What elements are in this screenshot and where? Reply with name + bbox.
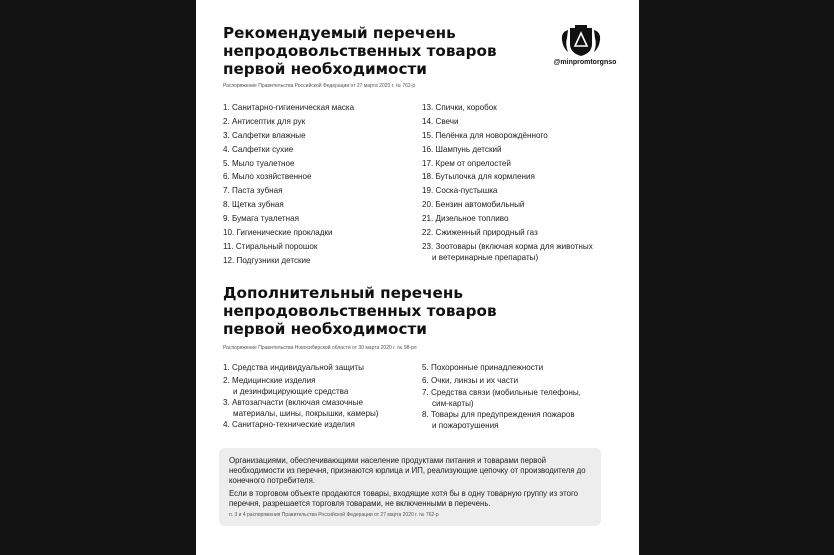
additional-title-line: непродовольственных товаров — [223, 302, 497, 320]
list-item: 5. Мыло туалетное — [223, 158, 295, 168]
list-item-line: и пожаротушения — [432, 421, 499, 431]
additional-title-line: первой необходимости — [223, 320, 427, 338]
note-paragraph: Организациями, обеспечивающими население продуктами питания и товарами первой необходимости из перечня, признаются юрлица и ИП, реализующие цепочку от производителя до конечного потребителя. — [229, 456, 586, 485]
list-item-line: 2. Медицинские изделия — [223, 375, 316, 385]
info-note-box — [219, 448, 601, 526]
list-item — [422, 409, 581, 431]
additional-title — [223, 284, 543, 338]
additional-list-left — [223, 362, 378, 431]
main-title-line: Рекомендуемый перечень — [223, 24, 456, 42]
list-item — [223, 397, 378, 419]
main-title-line: первой необходимости — [223, 60, 427, 78]
list-item: 19. Соска-пустышка — [422, 186, 498, 196]
list-item: 18. Бутылочка для кормления — [422, 172, 535, 182]
source-note: Распоряжение Правительства Новосибирской области от 30 марта 2020 г. № 98-рп — [223, 345, 417, 351]
list-item-line: и дезинфицирующие средства — [233, 386, 349, 396]
nso-coat-of-arms-icon — [556, 24, 606, 58]
list-item: 13. Спички, коробок — [422, 103, 497, 112]
list-item: 21. Дизельное топливо — [422, 214, 509, 224]
list-item: 2. Антисептик для рук — [223, 116, 306, 126]
list-item-line: материалы, шины, покрышки, камеры) — [233, 408, 379, 418]
main-title-line: непродовольственных товаров — [223, 42, 497, 60]
document-page — [196, 0, 639, 555]
list-item-line: сим-карты) — [432, 399, 474, 409]
list-item — [223, 375, 378, 397]
note-source: п. 3 и 4 распоряжения Правительства Российской Федерации от 27 марта 2020 г. № 762-р — [229, 512, 439, 518]
list-item: 1. Средства индивидуальной защиты — [223, 363, 364, 372]
source-note: Распоряжение Правительства Российской Федерации от 27 марта 2020 г. № 762-р — [223, 83, 416, 89]
list-item: 1. Санитарно-гигиеническая маска — [223, 103, 355, 112]
list-item: 17. Крем от опрелостей — [422, 158, 511, 168]
list-item: 8. Щетка зубная — [223, 200, 284, 210]
additional-list-right — [422, 362, 581, 431]
main-title — [223, 24, 543, 78]
list-item: 16. Шампунь детский — [422, 144, 502, 154]
list-item: 15. Пелёнка для новорождённого — [422, 130, 548, 140]
list-item: 6. Мыло хозяйственное — [223, 172, 312, 182]
list-item: 4. Санитарно-технические изделия — [223, 419, 355, 429]
list-item: 22. Сжиженный природный газ — [422, 228, 538, 238]
list-item: 3. Салфетки влажные — [223, 130, 306, 140]
list-item: 20. Бензин автомобильный — [422, 200, 525, 210]
list-item: 4. Салфетки сухие — [223, 144, 294, 154]
list-item — [422, 387, 581, 409]
social-handle[interactable]: @minpromtorgnso — [553, 59, 617, 66]
main-list-left — [223, 102, 354, 269]
main-list-right — [422, 102, 593, 266]
list-item-line: 23. Зоотовары (включая корма для животных — [422, 241, 593, 251]
list-item: 10. Гигиенические прокладки — [223, 228, 333, 238]
list-item: 6. Очки, линзы и их части — [422, 375, 519, 385]
list-item-line: 3. Автозапчасти (включая смазочные — [223, 397, 363, 407]
list-item-line: и ветеринарные препараты) — [432, 252, 539, 262]
list-item: 11. Стиральный порошок — [223, 241, 318, 251]
list-item-line: 8. Товары для предупреждения пожаров — [422, 410, 575, 420]
list-item: 12. Подгузники детские — [223, 255, 311, 265]
list-item: 14. Свечи — [422, 116, 459, 126]
note-paragraph: Если в торговом объекте продаются товары, входящие хотя бы в одну товарную группу из этого перечня, разрешается торговля товарами, не включенными в перечень. — [229, 489, 578, 508]
list-item: 9. Бумага туалетная — [223, 214, 299, 224]
list-item-line: 7. Средства связи (мобильные телефоны, — [422, 388, 581, 398]
list-item: 5. Похоронные принадлежности — [422, 363, 544, 372]
list-item: 7. Паста зубная — [223, 186, 283, 196]
additional-title-line: Дополнительный перечень — [223, 284, 463, 302]
